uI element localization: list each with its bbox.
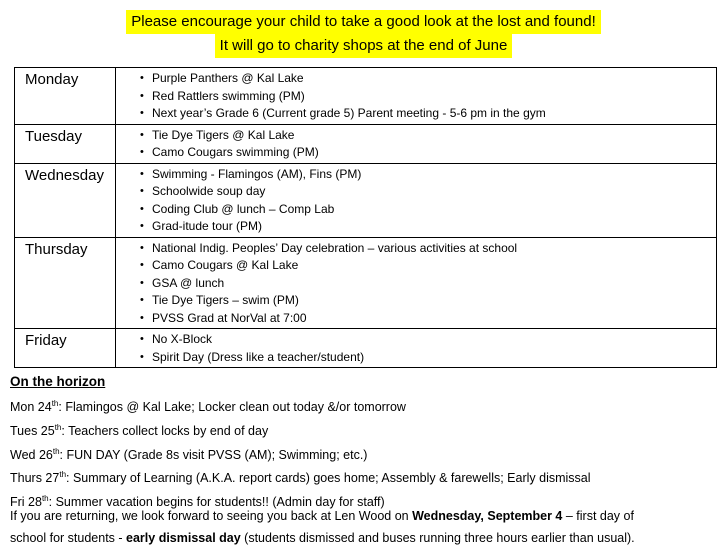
activity-item — [116, 257, 716, 275]
horizon-section — [10, 374, 720, 513]
schedule-row — [15, 68, 717, 125]
bullet-icon: • — [140, 128, 144, 141]
activity-text: Grad-itude tour (PM) — [152, 219, 263, 233]
activity-list — [116, 240, 716, 328]
horizon-entry — [10, 394, 720, 418]
closing-bold-text: early dismissal day — [126, 530, 241, 545]
activity-text: PVSS Grad at NorVal at 7:00 — [152, 310, 307, 325]
activity-item — [116, 275, 716, 293]
activity-text: Red Rattlers swimming (PM) — [152, 88, 305, 103]
activity-item — [116, 144, 716, 162]
horizon-entry-ordinal: th — [52, 446, 60, 456]
activity-item — [116, 88, 716, 106]
activity-item — [116, 240, 716, 258]
closing-line — [10, 528, 722, 550]
activity-item — [116, 349, 716, 367]
closing-text: If you are returning, we look forward to seeing you back at Len Wood on — [10, 509, 413, 523]
horizon-entry-day: Thurs 27 — [10, 471, 60, 486]
weekly-schedule-table — [14, 67, 717, 368]
activity-text: Next year’s Grade 6 (Current grade 5) Parent meeting - 5-6 pm in the gym — [152, 106, 546, 120]
activities-cell — [116, 163, 717, 237]
horizon-entry-text: : Teachers collect locks by end of day — [61, 423, 269, 438]
horizon-entry-text: : Flamingos @ Kal Lake; Locker clean out today &/or tomorrow — [58, 400, 406, 415]
activity-text: Swimming - Flamingos (AM), Fins (PM) — [152, 166, 362, 181]
activity-text: Camo Cougars @ Kal Lake — [152, 258, 299, 272]
schedule-body — [15, 68, 717, 368]
closing-text: school for students - — [10, 530, 127, 545]
notice-line — [0, 10, 727, 34]
activity-item — [116, 292, 716, 310]
activity-list — [116, 70, 716, 123]
bullet-icon: • — [140, 185, 144, 197]
bullet-icon: • — [140, 167, 144, 180]
activity-item — [116, 127, 716, 145]
activity-item — [116, 310, 716, 328]
bullet-icon: • — [140, 107, 144, 119]
horizon-entry-day: Mon 24 — [10, 400, 52, 415]
bullet-icon: • — [140, 259, 144, 271]
activity-item — [116, 218, 716, 236]
activity-text: Schoolwide soup day — [152, 184, 266, 198]
horizon-entry-text: : Summary of Learning (A.K.A. report cards) goes home; Assembly & farewells; Early dismissal — [66, 471, 591, 486]
day-cell: Tuesday — [15, 124, 116, 163]
horizon-entry — [10, 465, 720, 489]
closing-paragraph — [10, 506, 722, 549]
day-cell: Wednesday — [15, 163, 116, 237]
horizon-entry-day: Wed 26 — [10, 447, 53, 462]
bullet-icon: • — [140, 146, 144, 158]
horizon-entry-ordinal: th — [59, 470, 67, 480]
schedule-row — [15, 163, 717, 237]
closing-line — [10, 506, 722, 528]
horizon-entry-text: : Summer vacation begins for students!! (Admin day for staff) — [48, 495, 385, 510]
activities-cell — [116, 237, 717, 329]
activity-text: Coding Club @ lunch – Comp Lab — [152, 201, 335, 216]
horizon-entry — [10, 418, 720, 442]
notice-line — [0, 34, 727, 58]
activity-text: Camo Cougars swimming (PM) — [152, 145, 319, 159]
bullet-icon: • — [140, 350, 144, 363]
lost-and-found-notice — [0, 10, 727, 58]
horizon-heading: On the horizon — [10, 374, 106, 389]
bullet-icon: • — [140, 276, 144, 289]
notice-highlight-text: Please encourage your child to take a good look at the lost and found! — [126, 10, 601, 34]
closing-text: – first day of — [562, 509, 634, 523]
bullet-icon: • — [140, 89, 144, 102]
activity-item — [116, 166, 716, 184]
horizon-entry-day: Fri 28 — [10, 495, 42, 510]
bullet-icon: • — [140, 241, 144, 254]
activity-item — [116, 105, 716, 123]
day-cell: Friday — [15, 329, 116, 368]
bullet-icon: • — [140, 294, 144, 306]
horizon-entry — [10, 442, 720, 466]
horizon-list — [10, 394, 720, 513]
activity-list — [116, 127, 716, 162]
notice-highlight-text: It will go to charity shops at the end of June — [215, 34, 513, 58]
horizon-entry-day: Tues 25 — [10, 423, 55, 438]
schedule-row — [15, 329, 717, 368]
activity-text: No X-Block — [152, 332, 213, 346]
activities-cell — [116, 68, 717, 125]
bullet-icon: • — [140, 311, 144, 324]
day-cell: Monday — [15, 68, 116, 125]
bullet-icon: • — [140, 72, 144, 84]
activity-list — [116, 166, 716, 236]
day-cell: Thursday — [15, 237, 116, 329]
activity-item — [116, 70, 716, 88]
horizon-entry-ordinal: th — [41, 494, 49, 503]
activity-item — [116, 331, 716, 349]
activity-text: Tie Dye Tigers @ Kal Lake — [152, 127, 295, 142]
activity-text: Tie Dye Tigers – swim (PM) — [152, 293, 299, 307]
horizon-entry-text: : FUN DAY (Grade 8s visit PVSS (AM); Swimming; etc.) — [59, 447, 368, 462]
activity-list — [116, 331, 716, 366]
schedule-row — [15, 237, 717, 329]
activity-text: National Indig. Peoples’ Day celebration – various activities at school — [152, 240, 518, 255]
bullet-icon: • — [140, 202, 144, 215]
activity-item — [116, 201, 716, 219]
horizon-entry-ordinal: th — [54, 422, 62, 432]
activity-text: Spirit Day (Dress like a teacher/student) — [152, 349, 365, 364]
bullet-icon: • — [140, 333, 144, 345]
activity-text: GSA @ lunch — [152, 275, 225, 290]
activity-text: Purple Panthers @ Kal Lake — [152, 71, 304, 85]
activities-cell — [116, 329, 717, 368]
closing-text: (students dismissed and buses running three hours earlier than usual). — [240, 530, 635, 545]
bullet-icon: • — [140, 220, 144, 232]
closing-bold-text: Wednesday, September 4 — [412, 509, 563, 523]
schedule-row — [15, 124, 717, 163]
activity-item — [116, 183, 716, 201]
horizon-entry-ordinal: th — [51, 399, 59, 408]
activities-cell — [116, 124, 717, 163]
